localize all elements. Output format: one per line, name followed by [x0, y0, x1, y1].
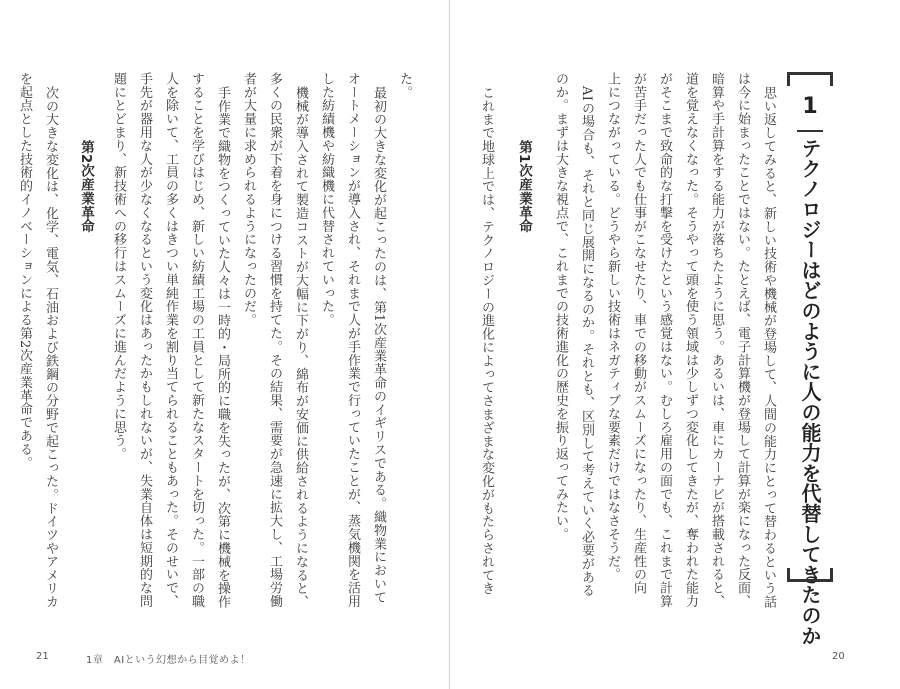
- body-line: 上につながっている。どうやら新しい技術はネガティブな要素だけではなさそうだ。: [605, 72, 620, 582]
- bracket-bottom: [787, 568, 833, 582]
- body-line: 人を除いて、工員の多くはきつい単純作業を割り当てられることもあった。そのせいで、: [163, 72, 178, 608]
- body-line: がそこまで致命的な打撃を受けたという感覚はない。むしろ雇用の面でも、これまで計算: [657, 72, 672, 608]
- body-line: 機械が導入されて製造コストが大幅に下がり、綿布が安価に供給されるようになると、: [293, 86, 308, 609]
- subheading: 第1次産業革命: [516, 140, 532, 234]
- body-line: 題にとどまり、新技術への移行はスムーズに進んだように思う。: [111, 72, 126, 461]
- running-head: 1章 AIという幻想から目覚めよ！: [86, 655, 251, 666]
- page-number: 20: [832, 651, 845, 662]
- body-line: することを学びはじめ、新しい紡績工場の工員として新たなスタートを切った。一部の職: [189, 72, 204, 608]
- body-line: のか。まずは大きな視点で、これまでの技術進化の歴史を振り返ってみたい。: [553, 72, 568, 541]
- page-gutter: [449, 0, 450, 689]
- body-line: 手先が器用な人が少なくなるという変化はあったかもしれないが、失業自体は短期的な問: [137, 72, 152, 608]
- body-line: した紡績機や紡織機に代替されていった。: [319, 72, 334, 327]
- body-line: オートメーションが導入され、それまで人が手作業で行っていたことが、蒸気機関を活用: [345, 72, 360, 608]
- body-line: た。: [397, 72, 412, 99]
- subheading: 第2次産業革命: [78, 140, 94, 234]
- section-title: テクノロジーはどのように人の能力を代替してきたのか: [798, 138, 822, 646]
- body-line: 最初の大きな変化が起こったのは、第1次産業革命のイギリスである。織物業において: [371, 86, 386, 604]
- body-line: 道を覚えなくなった。そうやって頭を使う領域は少しずつ変化してきたが、奪われた能力: [683, 72, 698, 608]
- section-rule: [797, 130, 823, 132]
- section-heading: [787, 72, 833, 646]
- body-line: 者が大量に求められるようになったのだ。: [241, 72, 256, 327]
- body-line: AIの場合も、それと同じ展開になるのか。それとも、区別して考えていく必要がある: [579, 86, 594, 598]
- section-number: 1: [802, 94, 818, 119]
- page-number: 21: [36, 651, 49, 662]
- body-line: 思い返してみると、新しい技術や機械が登場して、人間の能力にとって替わるという話: [761, 86, 776, 609]
- body-line: 手作業で織物をつくっていた人々は一時的・局所的に職を失ったが、次第に機械を操作: [215, 86, 230, 609]
- bracket-top: [787, 72, 833, 86]
- body-line: が苦手だった人でも仕事がこなせたり、車での移動がスムーズになったり、生産性の向: [631, 72, 646, 595]
- body-line: 暗算や手計算をする能力が落ちたように思う。あるいは、車にカーナビが搭載されると、: [709, 72, 724, 608]
- body-line: は今に始まったことではない。たとえば、電子計算機が登場して計算が楽になった反面、: [735, 72, 750, 608]
- body-line: 次の大きな変化は、化学、電気、石油および鉄鋼の分野で起こった。ドイツやアメリカ: [43, 86, 58, 609]
- body-line: 多くの民衆が下着を身につける習慣を持てた。その結果、需要が急速に拡大し、工場労働: [267, 72, 282, 608]
- body-line: を起点とした技術的イノベーションによる第2次産業革命である。: [17, 72, 32, 470]
- body-line: これまで地球上では、テクノロジーの進化によってさまざまな変化がもたらされてき: [479, 86, 494, 596]
